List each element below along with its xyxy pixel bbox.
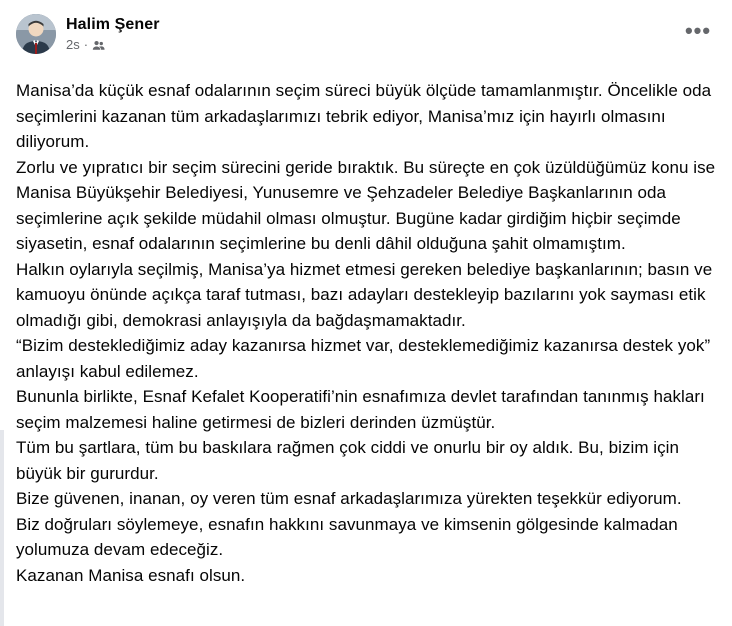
post-paragraph: Biz doğruları söylemeye, esnafın hakkını savunmaya ve kimsenin gölgesinde kalmadan yolumuza devam edeceğiz. [16,514,678,559]
post-timestamp[interactable]: 2s [66,37,80,52]
post-paragraph: Halkın oylarıyla seçilmiş, Manisa’ya hizmet etmesi gereken belediye başkanlarının; basın ve kamuoyu önünde açıkça taraf tutması, bazı adayları destekleyip bazılarını yok sayması etik olmadığı gibi, demokrasi anlayışıyla da bağdaşmamaktadır. [16,259,713,330]
post-paragraph: Kazanan Manisa esnafı olsun. [16,565,246,585]
post-paragraph: Tüm bu şartlara, tüm bu baskılara rağmen çok ciddi ve onurlu bir oy aldık. Bu, bizim için büyük bir gururdur. [16,438,680,483]
post-paragraph: Bununla birlikte, Esnaf Kefalet Kooperatifi’nin esnafımıza devlet tarafından tanınmış hakları seçim malzemesi haline getirmesi de bizleri derinden üzmüştür. [16,387,705,432]
meta-separator: · [83,37,89,52]
post-paragraph: “Bizim desteklediğimiz aday kazanırsa hizmet var, desteklemediğimiz kazanırsa destek yok” anlayışı kabul edilemez. [16,336,711,381]
friends-icon[interactable] [92,39,105,52]
post-paragraph: Zorlu ve yıpratıcı bir seçim sürecini geride bıraktık. Bu süreçte en çok üzüldüğümüz konu ise Manisa Büyükşehir Belediyesi, Yunusemre ve Şehzadeler Belediye Başkanlarının oda seçimlerine açık şekilde müdahil olması olmuştur. Bugüne kadar girdiğim hiçbir seçimde siyasetin, esnaf odalarının seçimlerine bu denli dâhil olduğuna şahit olmamıştım. [16,157,716,253]
post-text [16,78,716,588]
post-header [16,14,716,62]
author-block [66,14,160,53]
avatar[interactable] [16,14,56,54]
more-options-button[interactable]: ••• [684,18,712,43]
post-paragraph: Bize güvenen, inanan, oy veren tüm esnaf arkadaşlarımıza yürekten teşekkür ediyorum. [16,489,682,508]
post-paragraph: Manisa’da küçük esnaf odalarının seçim süreci büyük ölçüde tamamlanmıştır. Öncelikle oda seçimlerini kazanan tüm arkadaşlarımızı tebrik ediyor, Manisa’mız için hayırlı olmasını diliyorum. [16,81,712,151]
left-scroll-rail [0,430,4,626]
user-avatar-image [16,14,56,54]
post-meta [66,37,160,53]
author-name[interactable]: Halim Şener [66,16,160,33]
